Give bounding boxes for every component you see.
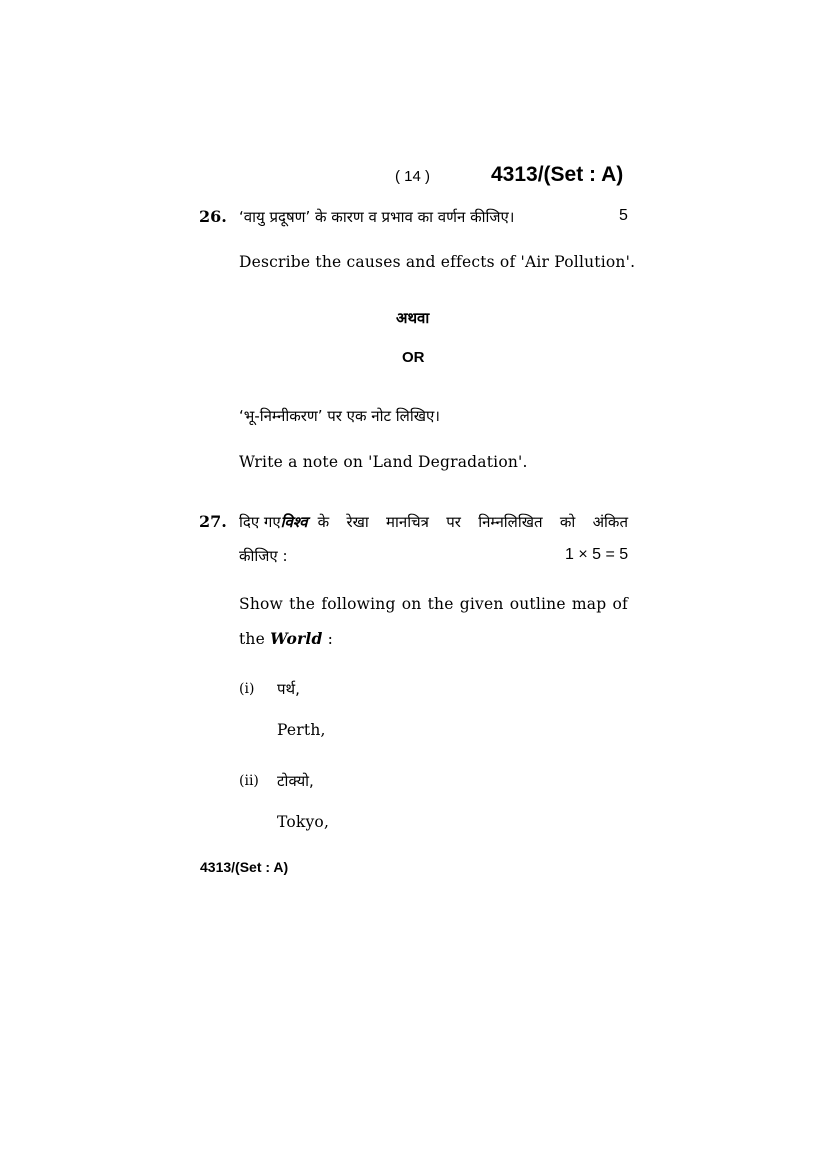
or-hindi: अथवा — [396, 309, 430, 327]
question-27-number: 27. — [199, 512, 227, 531]
item-ii-hindi: टोक्यो, — [277, 772, 314, 790]
question-26-hindi: ‘वायु प्रदूषण’ के कारण व प्रभाव का वर्णन कीजिए। — [239, 208, 515, 226]
paper-code-footer: 4313/(Set : A) — [200, 859, 289, 875]
question-26-marks: 5 — [619, 207, 628, 224]
q27-hindi-world: विश्व — [280, 513, 308, 531]
item-i-label: (i) — [239, 681, 255, 697]
q27-en-the: the — [239, 630, 265, 648]
q27-en-colon: : — [327, 630, 334, 648]
paper-code-header: 4313/(Set : A) — [491, 163, 624, 186]
question-26-number: 26. — [199, 207, 227, 226]
question-26-alt-hindi: ‘भू-निम्नीकरण’ पर एक नोट लिखिए। — [239, 407, 440, 425]
item-i-hindi: पर्थ, — [277, 680, 300, 698]
question-27-english-line2 — [239, 629, 333, 648]
q27-hindi-part-b: के रेखा मानचित्र पर निम्नलिखित को अंकित — [317, 513, 628, 531]
page-number: ( 14 ) — [395, 168, 431, 185]
question-26-alt-english: Write a note on 'Land Degradation'. — [239, 453, 528, 471]
question-27-marks: 1 × 5 = 5 — [565, 546, 629, 563]
question-27-english-line1: Show the following on the given outline map of — [239, 595, 628, 613]
item-i-english: Perth, — [277, 721, 326, 739]
question-26-english: Describe the causes and effects of 'Air Pollution'. — [239, 253, 636, 271]
question-27-hindi-line1 — [239, 512, 628, 532]
item-ii-english: Tokyo, — [277, 813, 330, 831]
q27-hindi-part-a: दिए गए — [239, 513, 281, 531]
item-ii-label: (ii) — [239, 773, 259, 789]
question-27-hindi-line2: कीजिए : — [239, 547, 288, 565]
or-english: OR — [402, 349, 425, 366]
q27-en-world: World — [270, 629, 323, 648]
